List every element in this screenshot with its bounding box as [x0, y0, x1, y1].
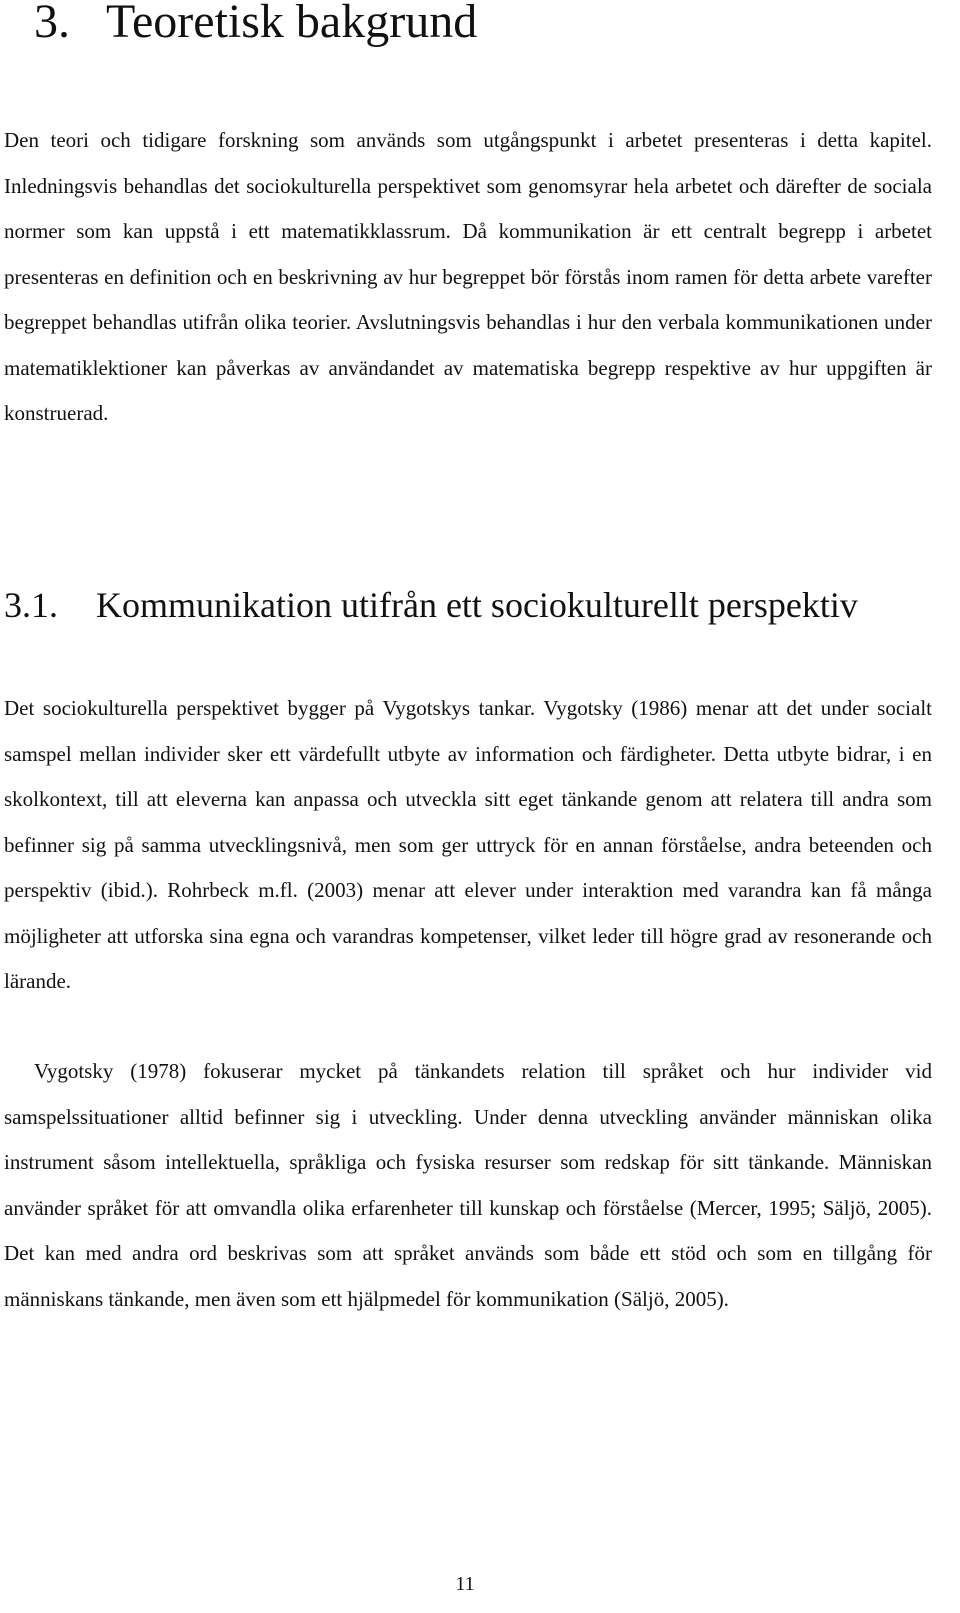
- section-paragraph-2: Vygotsky (1978) fokuserar mycket på tänkandets relation till språket och hur individer vid samspelssituationer alltid befinner sig i utveckling. Under denna utveckling använder människan olika instrument såsom intellektuella, språkliga och fysiska resurser som redskap för sitt tänkande. Människan använder språket för att omvandla olika erfarenheter till kunskap och förståelse (Mercer, 1995; Säljö, 2005). Det kan med andra ord beskrivas som att språket används som både ett stöd och som en tillgång för människans tänkande, men även som ett hjälpmedel för kommunikation (Säljö, 2005).: [4, 1059, 932, 1311]
- chapter-heading: [34, 0, 477, 54]
- page-number: 11: [455, 1573, 475, 1595]
- section-title: Kommunikation utifrån ett sociokulturellt perspektiv: [96, 585, 858, 625]
- section-heading: [4, 580, 858, 630]
- chapter-title: Teoretisk bakgrund: [106, 0, 478, 48]
- section-number: 3.1.: [4, 585, 58, 625]
- section-paragraph-1: Det sociokulturella perspektivet bygger på Vygotskys tankar. Vygotsky (1986) menar att det under socialt samspel mellan individer sker ett värdefullt utbyte av information och färdigheter. Detta utbyte bidrar, i en skolkontext, till att eleverna kan anpassa och utveckla sitt eget tänkande genom att relatera till andra som befinner sig på samma utvecklingsnivå, men som ger uttryck för en annan förståelse, andra beteenden och perspektiv (ibid.). Rohrbeck m.fl. (2003) menar att elever under interaktion med varandra kan få många möjligheter att utforska sina egna och varandras kompetenser, vilket leder till högre grad av resonerande och lärande.: [4, 696, 932, 993]
- chapter-number: 3.: [34, 0, 70, 48]
- intro-paragraph: Den teori och tidigare forskning som används som utgångspunkt i arbetet presenteras i detta kapitel. Inledningsvis behandlas det sociokulturella perspektivet som genomsyrar hela arbetet och därefter de sociala normer som kan uppstå i ett matematikklassrum. Då kommunikation är ett centralt begrepp i arbetet presenteras en definition och en beskrivning av hur begreppet bör förstås inom ramen för detta arbete varefter begreppet behandlas utifrån olika teorier. Avslutningsvis behandlas i hur den verbala kommunikationen under matematiklektioner kan påverkas av användandet av matematiska begrepp respektive av hur uppgiften är konstruerad.: [4, 128, 932, 425]
